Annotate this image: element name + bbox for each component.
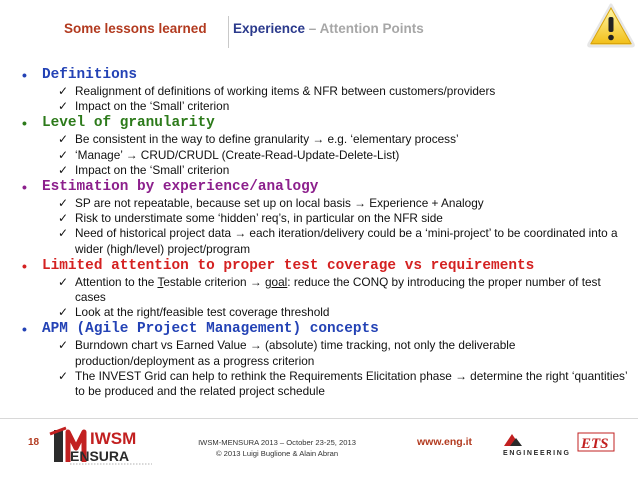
arrow-icon: → — [249, 338, 262, 353]
checkmark-icon: ✓ — [58, 196, 69, 211]
bullet-icon: • — [22, 257, 27, 274]
bullet-icon: • — [22, 115, 27, 132]
list-item — [20, 305, 630, 320]
list-item — [20, 211, 630, 226]
section-4 — [20, 320, 630, 399]
item-text: Risk to understimate some ‘hidden’ req’s, in particular on the NFR side — [75, 211, 443, 226]
item-text: SP are not repeatable, because set up on local basis — [75, 196, 355, 211]
website-url[interactable]: www.eng.it — [417, 436, 473, 448]
section-3 — [20, 257, 630, 321]
item-text: Impact on the ‘Small’ criterion — [75, 162, 230, 177]
item-text: Need of historical project data — [75, 226, 235, 241]
iwsm-mensura-logo — [48, 424, 172, 470]
section-2 — [20, 178, 630, 257]
bullet-icon: • — [22, 179, 27, 196]
list-item — [20, 132, 630, 147]
item-text: Experience + Analogy — [365, 196, 484, 211]
section-0 — [20, 66, 630, 114]
page-number: 18 — [28, 437, 40, 448]
checkmark-icon: ✓ — [58, 162, 69, 177]
engineering-logo — [500, 428, 572, 458]
item-text: Attention to the — [75, 274, 158, 289]
arrow-icon: → — [354, 196, 366, 211]
checkmark-icon: ✓ — [58, 84, 69, 98]
section-heading — [20, 257, 630, 275]
checkmark-icon: ✓ — [58, 274, 69, 289]
item-text: determine the right ‘quantities’ to be produced and the related project schedule — [75, 368, 628, 399]
checkmark-icon: ✓ — [58, 99, 69, 114]
item-text: estable criterion — [163, 274, 250, 289]
item-text: (absolute) time tracking, not only the deliverable production/deployment as a progress criterion — [75, 338, 516, 368]
checkmark-icon: ✓ — [58, 211, 69, 226]
ets-logo — [576, 431, 616, 453]
item-text: Realignment of definitions of working items & NFR between customers/providers — [75, 84, 496, 98]
slide-title-subtitle: Attention Points — [319, 21, 424, 36]
checkmark-icon: ✓ — [58, 226, 69, 241]
section-1 — [20, 114, 630, 178]
list-item — [20, 99, 630, 114]
item-text: Burndown chart vs Earned Value — [75, 338, 250, 353]
svg-text:IWSM: IWSM — [90, 429, 137, 448]
list-item — [20, 226, 630, 256]
list-item — [20, 338, 630, 368]
section-heading-text: Definitions — [42, 67, 137, 83]
arrow-icon: → — [125, 147, 138, 162]
section-heading — [20, 66, 630, 84]
item-text: The INVEST Grid can help to rethink the Requirements Elicitation phase — [75, 368, 456, 383]
checkmark-icon: ✓ — [58, 305, 69, 320]
footer-divider — [0, 418, 638, 419]
section-heading-text: Level of granularity — [42, 115, 215, 132]
copyright-notice: © 2013 Luigi Buglione & Alain Abran — [215, 449, 339, 458]
arrow-icon: → — [455, 368, 467, 383]
section-heading-text: Limited attention to proper test coverage vs requirements — [42, 257, 535, 274]
list-item — [20, 196, 630, 211]
arrow-icon: → — [249, 274, 262, 289]
footer-event-info — [176, 437, 378, 459]
list-item — [20, 84, 630, 99]
slide-body — [20, 66, 630, 399]
section-heading-text: APM (Agile Project Management) concepts — [42, 321, 379, 338]
list-item — [20, 148, 630, 163]
checkmark-icon: ✓ — [58, 132, 69, 147]
bullet-icon: • — [22, 67, 27, 83]
header-divider — [228, 16, 229, 48]
item-text: e.g. ‘elementary process’ — [324, 132, 459, 147]
slide-title-separator: – — [305, 21, 320, 36]
warning-icon — [586, 2, 636, 48]
item-text-underlined: T — [157, 274, 164, 289]
arrow-icon: → — [234, 226, 247, 241]
item-text: ‘Manage’ — [75, 147, 126, 162]
bullet-icon: • — [22, 321, 27, 338]
item-text-underlined: goal — [264, 274, 288, 289]
item-text: Look at the right/feasible test coverage threshold — [75, 305, 330, 320]
section-heading-text: Estimation by experience/analogy — [42, 179, 319, 196]
section-title: Some lessons learned — [64, 21, 207, 36]
arrow-icon: → — [312, 132, 325, 147]
item-text: Be consistent in the way to define granularity — [75, 132, 313, 147]
event-name: IWSM-MENSURA 2013 – October 23-25, 2013 — [198, 438, 356, 447]
item-text: : reduce the CONQ by introducing the proper number of test cases — [75, 274, 601, 305]
checkmark-icon: ✓ — [58, 147, 69, 162]
item-text: each iteration/delivery could be a ‘mini-project’ to be coordinated into a wider (high/level) project/program — [75, 226, 618, 256]
list-item — [20, 275, 630, 305]
svg-text:ETS: ETS — [581, 436, 609, 452]
slide-title — [233, 21, 424, 36]
slide-header — [0, 16, 638, 50]
svg-text:ENGINEERING: ENGINEERING — [503, 450, 569, 457]
item-text: CRUD/CRUDL (Create-Read-Update-Delete-List) — [137, 147, 400, 162]
item-text: Impact on the ‘Small’ criterion — [75, 99, 230, 114]
slide-title-main: Experience — [233, 21, 306, 36]
section-heading — [20, 178, 630, 196]
svg-text:ENSURA: ENSURA — [70, 448, 130, 464]
checkmark-icon: ✓ — [58, 368, 69, 383]
checkmark-icon: ✓ — [58, 338, 69, 353]
list-item — [20, 369, 630, 399]
list-item — [20, 163, 630, 178]
section-heading — [20, 114, 630, 132]
section-heading — [20, 320, 630, 338]
